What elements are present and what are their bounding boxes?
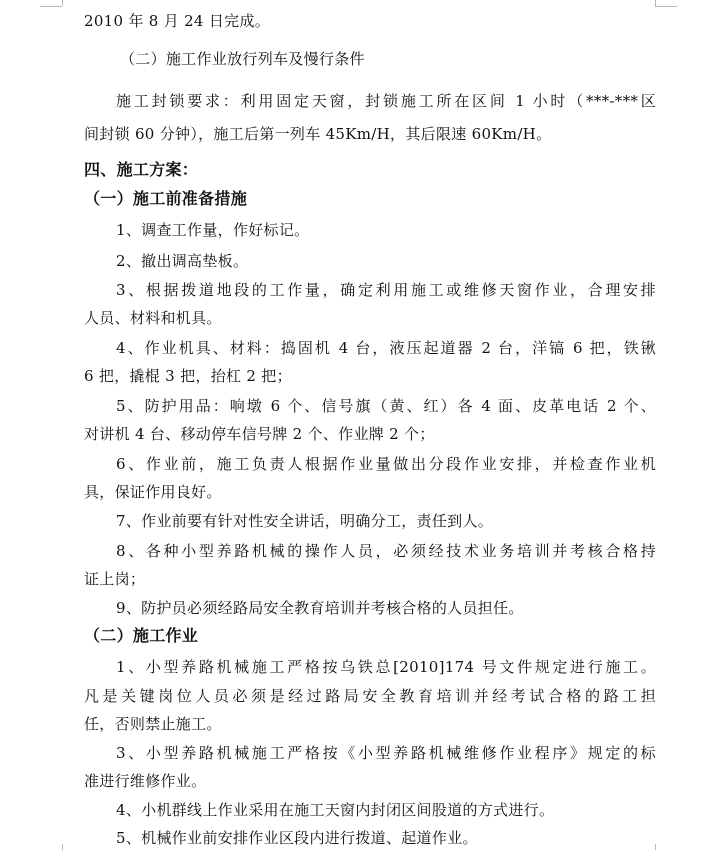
subsection-heading: （二）施工作业 bbox=[84, 626, 199, 645]
margin-corner-mark bbox=[655, 844, 656, 850]
list-item-continuation: 任，否则禁止施工。 bbox=[84, 715, 222, 733]
list-item: 5、防护用品：响墩 6 个、信号旗（黄、红）各 4 面、皮革电话 2 个、 bbox=[116, 397, 656, 415]
list-item-continuation: 证上岗； bbox=[84, 570, 146, 588]
list-item: 8、各种小型养路机械的操作人员，必须经技术业务培训并考核合格持 bbox=[116, 542, 656, 560]
list-item-continuation: 6 把，撬棍 3 把，抬杠 2 把； bbox=[84, 367, 292, 385]
list-item: 2、撤出调高垫板。 bbox=[116, 252, 249, 270]
list-item: 1、调查工作量，作好标记。 bbox=[116, 221, 310, 239]
subsection-heading: （一）施工前准备措施 bbox=[84, 189, 248, 208]
list-item: 4、小机群线上作业采用在施工天窗内封闭区间股道的方式进行。 bbox=[116, 801, 555, 819]
section-subheading: （二）施工作业放行列车及慢行条件 bbox=[120, 50, 365, 68]
list-item: 9、防护员必须经路局安全教育培训并考核合格的人员担任。 bbox=[116, 599, 524, 617]
section-heading: 四、施工方案： bbox=[84, 160, 199, 179]
text-line: 2010 年 8 月 24 日完成。 bbox=[84, 12, 271, 30]
margin-corner-mark bbox=[62, 844, 63, 850]
list-item-continuation: 凡是关键岗位人员必须是经过路局安全教育培训并经考试合格的路工担 bbox=[84, 687, 656, 705]
margin-corner-mark bbox=[655, 6, 677, 7]
list-item-continuation: 对讲机 4 台、移动停车信号牌 2 个、作业牌 2 个； bbox=[84, 425, 435, 443]
list-item: 4、作业机具、材料：捣固机 4 台，液压起道器 2 台，洋镐 6 把，铁锹 bbox=[116, 339, 656, 357]
list-item: 6、作业前，施工负责人根据作业量做出分段作业安排，并检查作业机 bbox=[116, 455, 656, 473]
list-item-continuation: 具，保证作用良好。 bbox=[84, 483, 222, 501]
list-item: 1、小型养路机械施工严格按乌铁总[2010]174 号文件规定进行施工。 bbox=[116, 658, 656, 676]
list-item: 5、机械作业前安排作业区段内进行拨道、起道作业。 bbox=[116, 829, 478, 847]
text-line: 施工封锁要求：利用固定天窗，封锁施工所在区间 1 小时（***-***区 bbox=[116, 92, 656, 110]
margin-corner-mark bbox=[62, 0, 63, 6]
list-item: 3、根据拨道地段的工作量，确定利用施工或维修天窗作业，合理安排 bbox=[116, 281, 656, 299]
text-line: 间封锁 60 分钟），施工后第一列车 45Km/H，其后限速 60Km/H。 bbox=[84, 125, 552, 143]
margin-corner-mark bbox=[40, 6, 62, 7]
list-item-continuation: 准进行维修作业。 bbox=[84, 772, 207, 790]
list-item: 7、作业前要有针对性安全讲话，明确分工，责任到人。 bbox=[116, 512, 494, 530]
list-item: 3、小型养路机械施工严格按《小型养路机械维修作业程序》规定的标 bbox=[116, 744, 656, 762]
list-item-continuation: 人员、材料和机具。 bbox=[84, 309, 222, 327]
